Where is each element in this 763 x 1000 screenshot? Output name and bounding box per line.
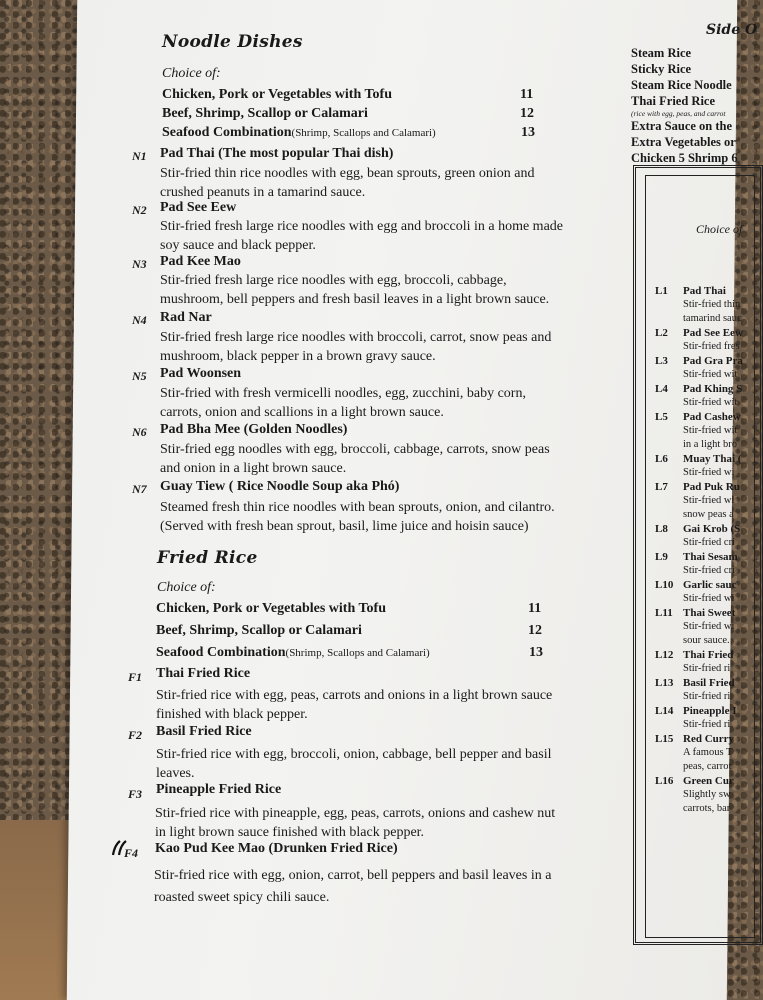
item-description: Stir-fried rice with egg, peas, carrots and onions in a light brown sauce finished with black pepper. xyxy=(156,688,553,722)
lunch-item: L9 Thai Sesam Stir-fried cri xyxy=(655,551,738,576)
side-item: Steam Rice Noodle xyxy=(631,78,732,92)
side-item: Sticky Rice xyxy=(631,62,692,76)
side-item: Chicken 5 Shrimp 6 xyxy=(631,151,738,165)
item-code: N5 xyxy=(132,369,147,383)
item-name: Kao Pud Kee Mao (Drunken Fried Rice) xyxy=(155,841,398,856)
side-item-note: (rice with egg, peas, and carrot xyxy=(631,109,726,118)
price-value: 11 xyxy=(520,87,534,102)
price-value: 12 xyxy=(520,106,534,121)
item-code: N1 xyxy=(132,149,147,163)
item-name: Thai Fried Rice xyxy=(156,666,251,681)
side-item: Steam Rice xyxy=(631,46,692,60)
item-name: Guay Tiew ( Rice Noodle Soup aka Phó) xyxy=(160,479,400,494)
lunch-item: L12 Thai Fried Stir-fried ri xyxy=(655,649,734,674)
item-code: F4 xyxy=(124,846,139,860)
item-name: Pad Thai (The most popular Thai dish) xyxy=(160,146,394,161)
lunch-item: L3 Pad Gra Pra Stir-fried wit xyxy=(655,355,743,380)
price-row: Chicken, Pork or Vegetables with Tofu xyxy=(162,87,392,102)
lunch-item: L5 Pad Cashew Stir-fried wit in a light bro xyxy=(655,411,741,450)
fried-rice-choice-label: Choice of: xyxy=(157,580,216,595)
item-description: Steamed fresh thin rice noodles with bean sprouts, onion, and cilantro. (Served with fresh bean sprout, basil, lime juice and hoisin sauce) xyxy=(160,500,555,534)
item-description: Stir-fried rice with egg, broccoli, onion, cabbage, bell pepper and basil leaves. xyxy=(156,747,552,781)
lunch-choice-label: Choice of xyxy=(696,222,743,236)
item-code: N7 xyxy=(132,482,147,496)
price-row: Seafood Combination(Shrimp, Scallops and Calamari) xyxy=(162,125,436,140)
item-name: Pad Bha Mee (Golden Noodles) xyxy=(160,422,348,437)
item-code: N6 xyxy=(132,425,147,439)
noodle-section-title: Noodle Dishes xyxy=(162,32,303,52)
lunch-item: L10 Garlic sauc Stir-fried wi xyxy=(655,579,737,604)
price-row: Seafood Combination(Shrimp, Scallops and Calamari) xyxy=(156,645,430,660)
item-code: F2 xyxy=(128,728,143,742)
lunch-item: L11 Thai Sweet Stir-fried wi sour sauce. xyxy=(655,607,736,646)
price-value: 13 xyxy=(529,645,543,660)
lunch-item: L2 Pad See Eew Stir-fried fres xyxy=(655,327,743,352)
item-name: Pad See Eew xyxy=(160,200,237,215)
item-name: Rad Nar xyxy=(160,310,212,325)
item-name: Pad Kee Mao xyxy=(160,254,241,269)
lunch-item: L15 Red Curry A famous T peas, carrot xyxy=(655,733,735,772)
price-value: 13 xyxy=(521,125,535,140)
item-description: Stir-fried fresh large rice noodles with egg and broccoli in a home made soy sauce and black pepper. xyxy=(160,219,563,253)
side-orders-list xyxy=(631,45,750,166)
fried-rice-section-title: Fried Rice xyxy=(157,548,258,568)
lunch-item: L4 Pad Khing S Stir-fried wit xyxy=(655,383,743,408)
lunch-item: L6 Muay Thai ( Stir-fried wi xyxy=(655,453,742,478)
item-code: N3 xyxy=(132,257,147,271)
lunch-item: L16 Green Cur Slightly sw carrots, bar xyxy=(655,775,734,814)
price-row: Beef, Shrimp, Scallop or Calamari xyxy=(162,106,368,121)
item-description: Stir-fried egg noodles with egg, broccoli, cabbage, carrots, snow peas and onion in a light brown sauce. xyxy=(160,442,550,476)
lunch-item-list xyxy=(655,284,750,816)
side-item: Extra Sauce on the xyxy=(631,119,733,133)
item-name: Basil Fried Rice xyxy=(156,724,252,739)
item-code: N2 xyxy=(132,203,147,217)
side-orders-title: Side O xyxy=(706,22,758,38)
item-description: Stir-fried rice with egg, onion, carrot, bell peppers and basil leaves in a roasted sweet spicy chili sauce. xyxy=(154,868,552,905)
lunch-item: L7 Pad Puk Ru Stir-fried wi snow peas a xyxy=(655,481,740,520)
item-code: F1 xyxy=(128,670,143,684)
price-row: Chicken, Pork or Vegetables with Tofu xyxy=(156,601,386,616)
side-item: Thai Fried Rice xyxy=(631,94,716,108)
item-name: Pad Woonsen xyxy=(160,366,242,381)
item-description: Stir-fried fresh large rice noodles with broccoli, carrot, snow peas and mushroom, black pepper in a brown gravy sauce. xyxy=(160,330,552,364)
lunch-item: L13 Basil Fried Stir-fried ri xyxy=(655,677,735,702)
price-row: Beef, Shrimp, Scallop or Calamari xyxy=(156,623,362,638)
item-description: Stir-fried fresh large rice noodles with egg, broccoli, cabbage, mushroom, bell peppers and fresh basil leaves in a light brown sauce. xyxy=(160,273,550,307)
item-description: Stir-fried thin rice noodles with egg, bean sprouts, green onion and crushed peanuts in a tamarind sauce. xyxy=(160,166,535,200)
item-name: Pineapple Fried Rice xyxy=(156,782,282,797)
side-item: Extra Vegetables or xyxy=(631,135,736,149)
price-value: 12 xyxy=(528,623,542,638)
price-value: 11 xyxy=(528,601,542,616)
item-code: F3 xyxy=(128,787,143,801)
noodle-choice-label: Choice of: xyxy=(162,66,221,81)
item-description: Stir-fried rice with pineapple, egg, peas, carrots, onions and cashew nut in light brown sauce finished with black pepper. xyxy=(155,806,556,840)
item-code: N4 xyxy=(132,313,147,327)
item-description: Stir-fried with fresh vermicelli noodles, egg, zucchini, baby corn, carrots, onion and scallions in a light brown sauce. xyxy=(160,386,526,420)
lunch-item: L1 Pad Thai Stir-fried thin tamarind sauc xyxy=(655,285,742,324)
lunch-item: L8 Gai Krob (S Stir-fried cri xyxy=(655,523,741,548)
lunch-item: L14 Pineapple I Stir-fried ri xyxy=(655,705,737,730)
